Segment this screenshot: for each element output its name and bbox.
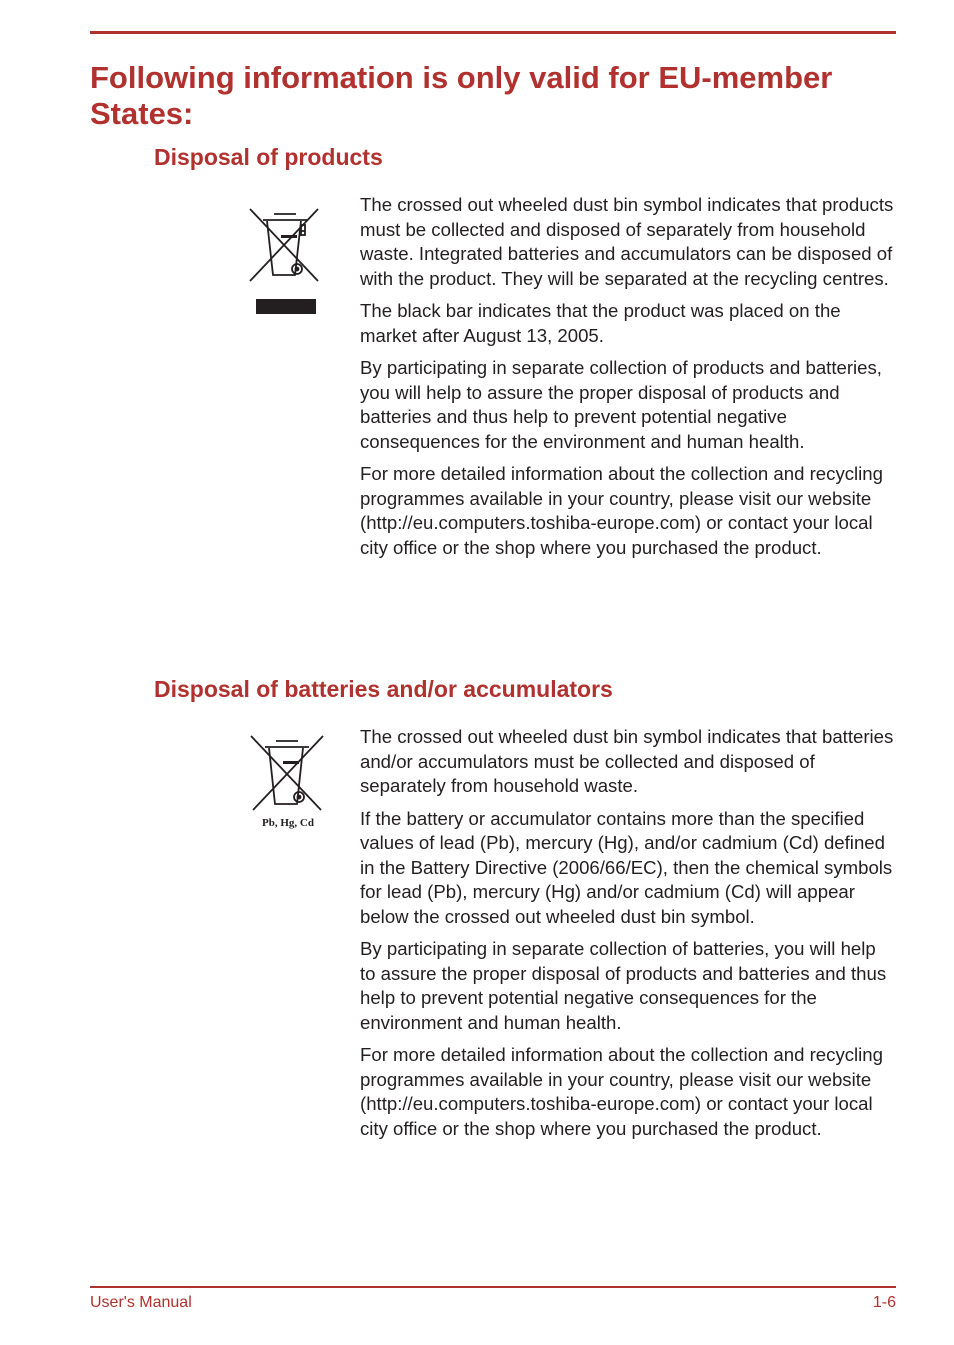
crossed-out-wheeled-bin-icon xyxy=(246,732,326,814)
page-title: Following information is only valid for EU-member States: xyxy=(90,60,833,131)
section-heading-disposal-of-batteries: Disposal of batteries and/or accumulators xyxy=(154,676,613,702)
paragraph: By participating in separate collection of batteries, you will help to assure the proper disposal of products and batteries and thus help to prevent potential negative consequences for the environment and human health. xyxy=(360,938,887,1033)
paragraph: The black bar indicates that the product was placed on the market after August 13, 2005. xyxy=(360,300,841,346)
header-rule xyxy=(90,31,896,34)
paragraph: For more detailed information about the collection and recycling programmes available in your country, please visit our website (http://eu.computers.toshiba-europe.com) or contact your local city office or the shop where you purchased the product. xyxy=(360,1044,883,1139)
footer-page-number: 1-6 xyxy=(872,1294,896,1311)
paragraph: The crossed out wheeled dust bin symbol indicates that batteries and/or accumulators must be collected and disposed of separately from household waste. xyxy=(360,726,894,796)
chemical-symbols-caption: Pb, Hg, Cd xyxy=(262,817,314,829)
paragraph: If the battery or accumulator contains more than the specified values of lead (Pb), mercury (Hg), and/or cadmium (Cd) defined in the Battery Directive (2006/66/EC), then the chemical symbols for lead (Pb), mercury (Hg) and/or cadmium (Cd) will appear below the crossed out wheeled dust bin symbol. xyxy=(360,807,893,927)
footer-manual-title: User's Manual xyxy=(90,1294,192,1311)
black-bar-icon xyxy=(256,299,316,314)
crossed-out-wheeled-bin-icon xyxy=(246,205,326,317)
section-body-batteries xyxy=(360,725,895,1149)
paragraph: The crossed out wheeled dust bin symbol indicates that products must be collected and disposed of separately from household waste. Integrated batteries and accumulators can be disposed of with the product. They will be separated at the recycling centres. xyxy=(360,194,894,289)
section-body-products xyxy=(360,193,895,568)
paragraph: By participating in separate collection of products and batteries, you will help to assure the proper disposal of products and batteries and thus help to prevent potential negative consequences for the environment and human health. xyxy=(360,357,882,452)
paragraph: For more detailed information about the collection and recycling programmes available in your country, please visit our website (http://eu.computers.toshiba-europe.com) or contact your local city office or the shop where you purchased the product. xyxy=(360,463,883,558)
section-heading-disposal-of-products: Disposal of products xyxy=(154,144,383,170)
footer-rule xyxy=(90,1286,896,1288)
